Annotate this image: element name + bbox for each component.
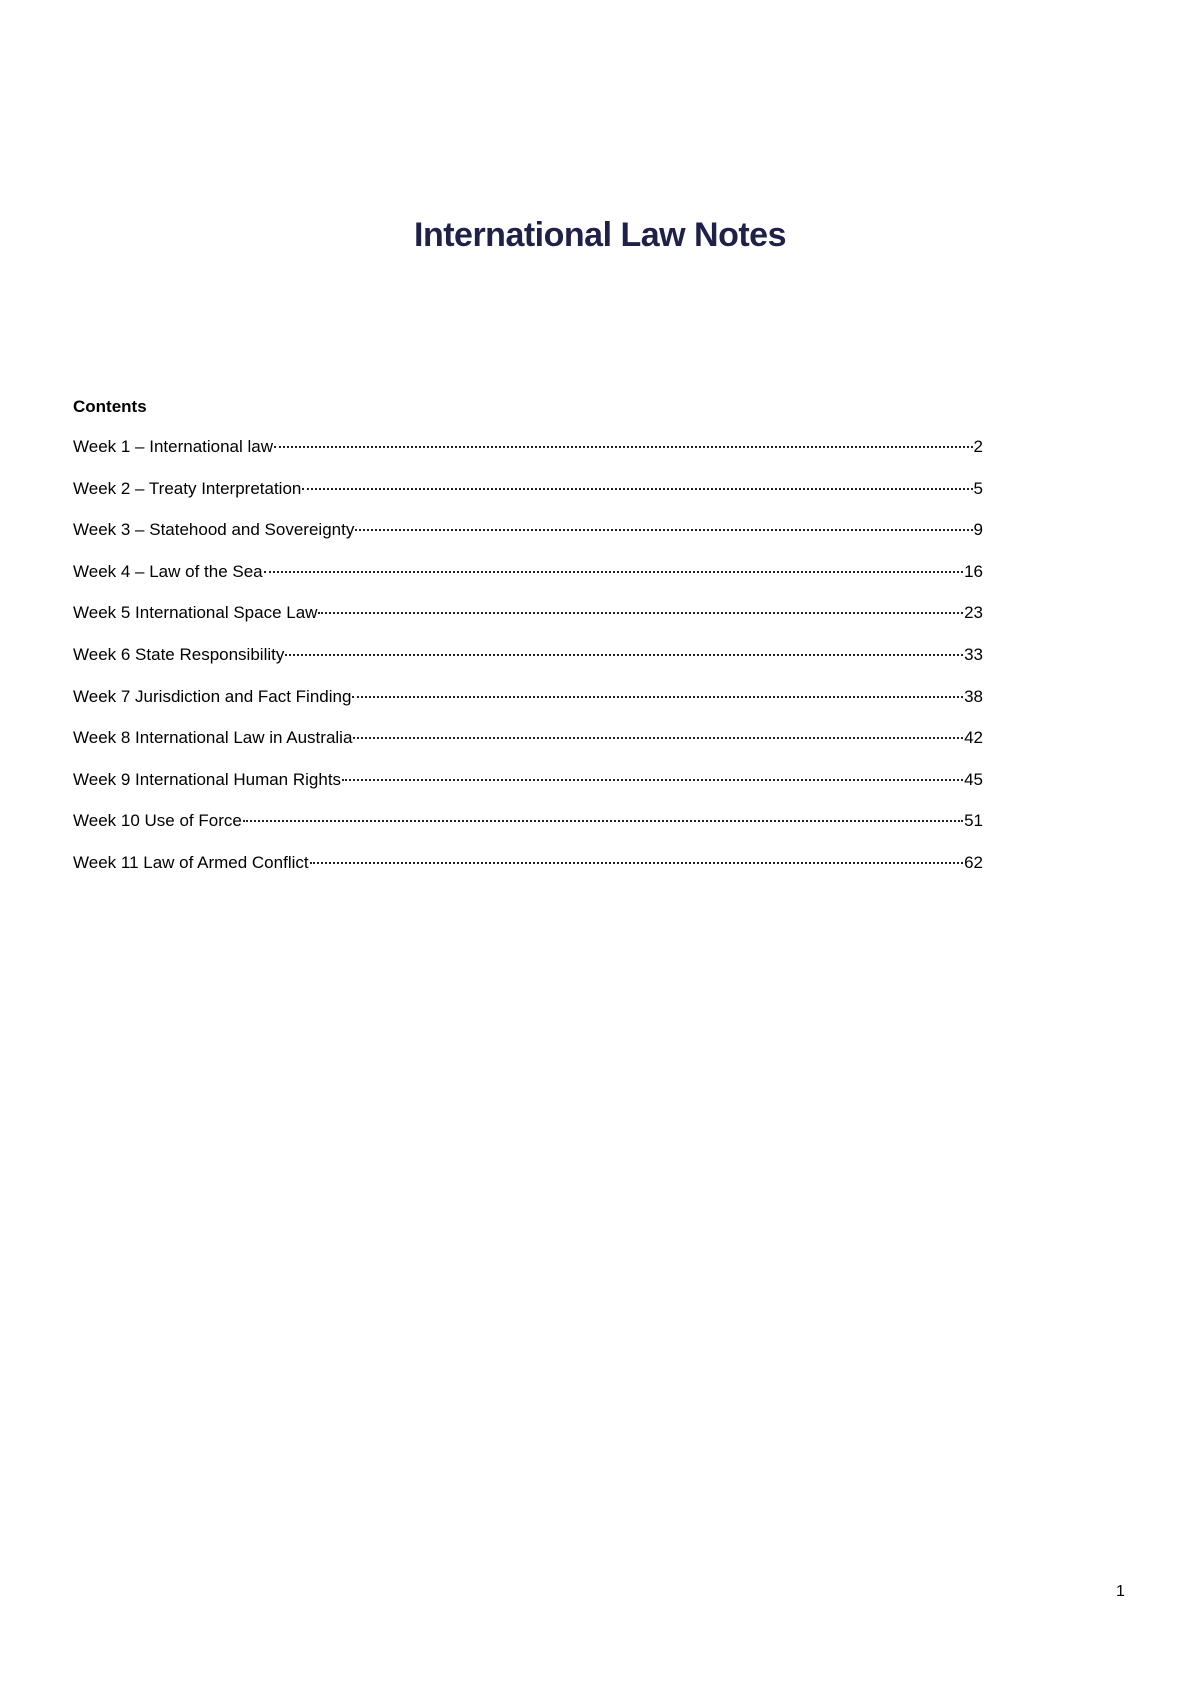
toc-list bbox=[73, 436, 983, 894]
toc-entry-page: 45 bbox=[964, 769, 983, 789]
toc-entry-label: Week 1 – International law bbox=[73, 437, 274, 456]
toc-leader-dots bbox=[355, 523, 972, 531]
toc-entry-page: 42 bbox=[964, 728, 983, 748]
toc-entry-page: 16 bbox=[964, 561, 983, 581]
toc-entry-page: 23 bbox=[964, 603, 983, 623]
toc-entry[interactable] bbox=[73, 602, 983, 644]
toc-leader-dots bbox=[285, 648, 963, 656]
toc-leader-dots bbox=[243, 814, 963, 822]
toc-entry-label: Week 7 Jurisdiction and Fact Finding bbox=[73, 686, 352, 706]
table-of-contents bbox=[73, 396, 983, 894]
toc-leader-dots bbox=[264, 565, 963, 573]
toc-entry-page: 5 bbox=[973, 478, 983, 498]
toc-entry-label: Week 11 Law of Armed Conflict bbox=[73, 852, 309, 872]
toc-entry[interactable] bbox=[73, 727, 983, 769]
toc-entry[interactable] bbox=[73, 852, 983, 894]
toc-entry-page: 51 bbox=[964, 811, 983, 831]
document-title: International Law Notes bbox=[414, 216, 786, 254]
toc-entry-label: Week 8 International Law in Australia bbox=[73, 728, 353, 748]
toc-entry[interactable] bbox=[73, 769, 983, 811]
toc-leader-dots bbox=[310, 856, 963, 864]
toc-entry-label: Week 5 International Space Law bbox=[73, 603, 318, 623]
toc-entry-label: Week 6 State Responsibility bbox=[73, 644, 285, 664]
toc-entry[interactable] bbox=[73, 519, 983, 561]
toc-entry[interactable] bbox=[73, 561, 983, 603]
toc-entry[interactable] bbox=[73, 810, 983, 852]
toc-entry-page: 62 bbox=[964, 852, 983, 872]
toc-entry[interactable] bbox=[73, 478, 983, 520]
toc-entry-page: 38 bbox=[964, 686, 983, 706]
toc-entry-label: Week 2 – Treaty Interpretation bbox=[73, 478, 302, 498]
toc-leader-dots bbox=[318, 606, 963, 614]
toc-leader-dots bbox=[302, 482, 972, 490]
toc-entry-label: Week 4 – Law of the Sea bbox=[73, 561, 263, 581]
toc-entry-label: Week 3 – Statehood and Sovereignty bbox=[73, 520, 355, 540]
toc-entry[interactable] bbox=[73, 644, 983, 686]
toc-heading: Contents bbox=[73, 397, 147, 416]
toc-entry[interactable] bbox=[73, 686, 983, 728]
toc-leader-dots bbox=[353, 731, 963, 739]
toc-leader-dots bbox=[352, 690, 963, 698]
toc-entry-page: 9 bbox=[973, 520, 983, 540]
toc-leader-dots bbox=[342, 773, 963, 781]
toc-entry-page: 33 bbox=[964, 644, 983, 664]
toc-entry-label: Week 10 Use of Force bbox=[73, 811, 242, 831]
toc-entry-label: Week 9 International Human Rights bbox=[73, 769, 342, 789]
toc-entry[interactable] bbox=[73, 436, 983, 478]
page-number: 1 bbox=[1116, 1583, 1125, 1600]
toc-leader-dots bbox=[274, 440, 973, 448]
toc-entry-page: 2 bbox=[973, 437, 983, 456]
